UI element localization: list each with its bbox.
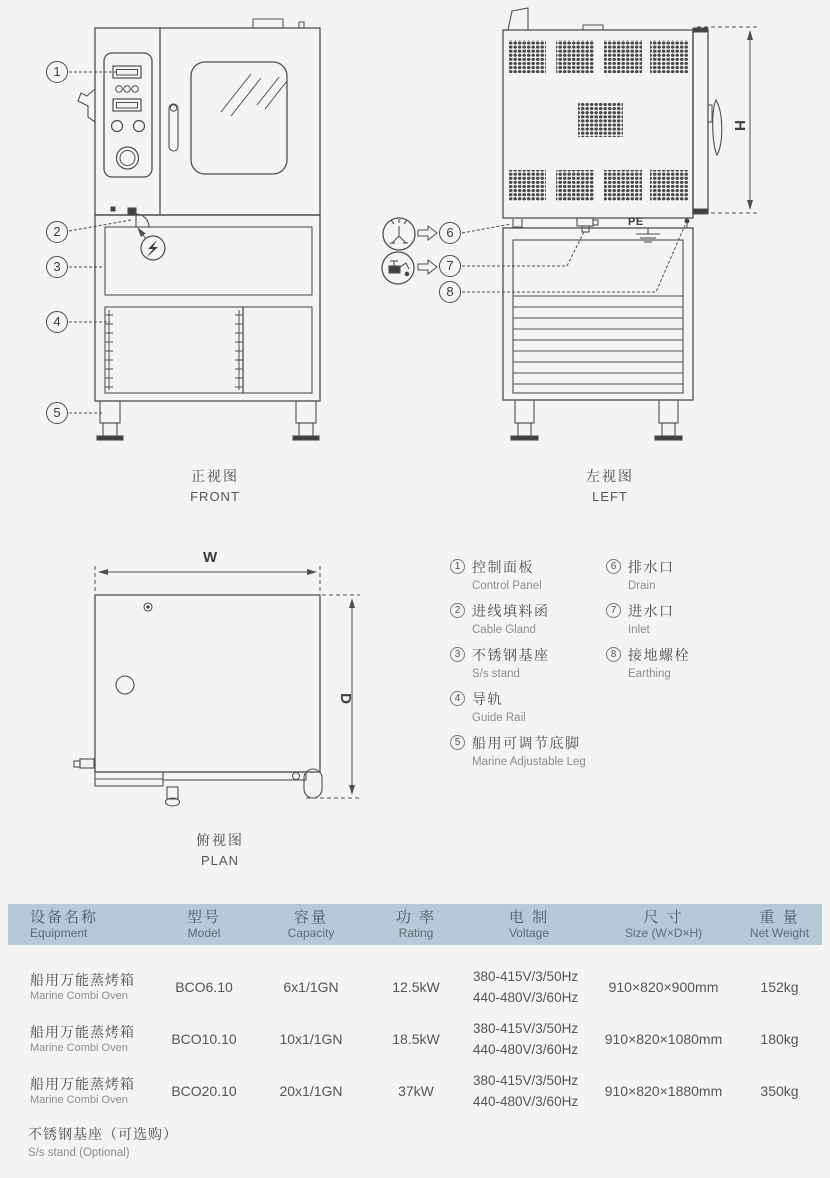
pe-earthing-label: PE bbox=[628, 216, 644, 228]
callout-4: 4 bbox=[46, 311, 68, 333]
header-rating bbox=[364, 904, 468, 945]
spec-table-header-row bbox=[8, 904, 822, 945]
cell-size: 910×820×1080mm bbox=[604, 1031, 723, 1047]
legend-en: S/s stand bbox=[472, 668, 520, 680]
side-door-drawing bbox=[693, 28, 722, 214]
legend-zh: 接地螺栓 bbox=[628, 647, 690, 663]
front-legs-drawing bbox=[97, 401, 319, 440]
legend-column-1 bbox=[450, 557, 615, 777]
flue-drawing bbox=[508, 8, 528, 30]
arrow-right-icon bbox=[418, 260, 437, 274]
cell-weight: 152kg bbox=[760, 979, 799, 995]
voltage-line: 380-415V/3/50Hz bbox=[473, 969, 579, 984]
header-en: Capacity bbox=[287, 926, 335, 940]
cell-capacity: 6x1/1GN bbox=[283, 979, 339, 995]
legend-num: 7 bbox=[606, 603, 621, 618]
legend-en: Control Panel bbox=[472, 580, 542, 592]
header-size bbox=[590, 904, 737, 945]
legend-item-ss-stand bbox=[450, 645, 615, 680]
header-equipment bbox=[8, 904, 150, 945]
plan-view-title bbox=[165, 830, 275, 868]
table-row-bco20 bbox=[8, 1065, 822, 1117]
header-zh: 型号 bbox=[186, 909, 221, 926]
header-weight bbox=[737, 904, 822, 945]
legend-num: 2 bbox=[450, 603, 465, 618]
legend-zh: 不锈钢基座 bbox=[472, 647, 550, 663]
legend-en: Earthing bbox=[628, 668, 671, 680]
cell-model: BCO6.10 bbox=[175, 979, 233, 995]
cell-weight: 350kg bbox=[760, 1083, 799, 1099]
header-zh: 电 制 bbox=[508, 909, 550, 926]
cell-voltage bbox=[468, 1065, 590, 1117]
drain-fitting-drawing bbox=[513, 219, 522, 227]
plan-front-edge-drawing bbox=[74, 759, 322, 806]
vent-grilles bbox=[508, 40, 688, 201]
table-row-bco10 bbox=[8, 1013, 822, 1065]
header-en: Equipment bbox=[30, 926, 88, 940]
cell-model: BCO20.10 bbox=[171, 1083, 237, 1099]
arrow-right-icon bbox=[418, 226, 437, 240]
legend-num: 1 bbox=[450, 559, 465, 574]
width-dimension-label: W bbox=[203, 549, 218, 566]
legend-item-inlet bbox=[606, 601, 771, 636]
header-en: Voltage bbox=[508, 926, 550, 940]
voltage-line: 440-480V/3/60Hz bbox=[473, 1042, 579, 1057]
voltage-line: 380-415V/3/50Hz bbox=[473, 1073, 579, 1088]
cell-model: BCO10.10 bbox=[171, 1031, 237, 1047]
spec-table bbox=[8, 904, 822, 1117]
inlet-fitting-drawing bbox=[577, 218, 598, 232]
left-view-title bbox=[555, 466, 665, 504]
earthing-symbol-drawing bbox=[636, 219, 689, 242]
legend-zh: 导轨 bbox=[472, 691, 503, 707]
cell-weight: 180kg bbox=[760, 1031, 799, 1047]
legend-zh: 排水口 bbox=[628, 559, 675, 575]
callout-3: 3 bbox=[46, 256, 68, 278]
legend-column-2 bbox=[606, 557, 771, 689]
legend-item-drain bbox=[606, 557, 771, 592]
legend-item-guide-rail bbox=[450, 689, 615, 724]
cell-voltage bbox=[468, 1013, 590, 1065]
equipment-zh: 船用万能蒸烤箱 bbox=[30, 1075, 135, 1092]
legend-num: 6 bbox=[606, 559, 621, 574]
legend-num: 5 bbox=[450, 735, 465, 750]
callout-8: 8 bbox=[439, 281, 461, 303]
plan-view-drawing bbox=[74, 566, 360, 806]
width-dimension bbox=[95, 566, 320, 594]
header-capacity bbox=[258, 904, 364, 945]
drain-symbol-icon bbox=[383, 218, 415, 250]
header-zh: 重 量 bbox=[759, 909, 800, 926]
header-en: Size (W×D×H) bbox=[624, 926, 703, 940]
front-view-title-zh: 正视图 bbox=[191, 468, 239, 484]
front-view-drawing bbox=[69, 19, 320, 440]
optional-stand-note-zh: 不锈钢基座（可选购） bbox=[28, 1126, 178, 1142]
height-dimension bbox=[697, 27, 758, 213]
header-en: Model bbox=[187, 926, 221, 940]
cell-equipment bbox=[8, 1065, 150, 1117]
callout-7: 7 bbox=[439, 255, 461, 277]
voltage-line: 440-480V/3/60Hz bbox=[473, 990, 579, 1005]
legend-num: 8 bbox=[606, 647, 621, 662]
legend-en: Marine Adjustable Leg bbox=[472, 756, 586, 768]
cell-equipment bbox=[8, 1013, 150, 1065]
left-view-drawing bbox=[382, 8, 758, 440]
legend-en: Guide Rail bbox=[472, 712, 526, 724]
legend-zh: 控制面板 bbox=[472, 559, 534, 575]
equipment-en: Marine Combi Oven bbox=[30, 989, 128, 1002]
equipment-en: Marine Combi Oven bbox=[30, 1093, 128, 1106]
header-zh: 容量 bbox=[293, 909, 328, 926]
depth-dimension-label: D bbox=[336, 693, 354, 704]
door-handle-drawing bbox=[169, 104, 178, 151]
left-view-title-zh: 左视图 bbox=[586, 468, 634, 484]
callout-1: 1 bbox=[46, 61, 68, 83]
cell-size: 910×820×1880mm bbox=[604, 1083, 723, 1099]
header-voltage bbox=[468, 904, 590, 945]
left-legs-drawing bbox=[511, 400, 682, 440]
header-model bbox=[150, 904, 258, 945]
left-stand-drawing bbox=[503, 228, 693, 400]
legend-item-adjustable-leg bbox=[450, 733, 615, 768]
header-en: Rating bbox=[398, 926, 434, 940]
header-en: Net Weight bbox=[749, 926, 810, 940]
callout-5: 5 bbox=[46, 402, 68, 424]
front-view-title bbox=[160, 466, 270, 504]
legend-en: Drain bbox=[628, 580, 656, 592]
legend-zh: 船用可调节底脚 bbox=[472, 735, 581, 751]
door-glass-drawing bbox=[191, 62, 287, 174]
cell-size: 910×820×900mm bbox=[608, 979, 719, 995]
legend-zh: 进线填料函 bbox=[472, 603, 550, 619]
equipment-en: Marine Combi Oven bbox=[30, 1041, 128, 1054]
cell-equipment bbox=[8, 961, 150, 1013]
optional-stand-note bbox=[28, 1124, 178, 1159]
legend-num: 4 bbox=[450, 691, 465, 706]
callout-6: 6 bbox=[439, 222, 461, 244]
table-row-bco6 bbox=[8, 961, 822, 1013]
cell-capacity: 10x1/1GN bbox=[279, 1031, 343, 1047]
optional-stand-note-en: S/s stand (Optional) bbox=[28, 1147, 130, 1159]
electric-connection-icon bbox=[138, 228, 165, 260]
height-dimension-label: H bbox=[730, 120, 748, 131]
callout-2: 2 bbox=[46, 221, 68, 243]
legend-en: Cable Gland bbox=[472, 624, 536, 636]
front-view-title-en: FRONT bbox=[190, 489, 240, 504]
legend-item-earthing bbox=[606, 645, 771, 680]
door-latch-drawing bbox=[78, 89, 95, 122]
water-tap-icon bbox=[382, 252, 414, 284]
left-view-title-en: LEFT bbox=[592, 489, 628, 504]
plan-view-title-zh: 俯视图 bbox=[196, 832, 244, 848]
front-stand-drawing bbox=[95, 215, 320, 401]
cell-rating: 37kW bbox=[398, 1083, 434, 1099]
equipment-zh: 船用万能蒸烤箱 bbox=[30, 971, 135, 988]
cell-rating: 12.5kW bbox=[392, 979, 440, 995]
header-zh: 尺 寸 bbox=[643, 909, 684, 926]
header-zh: 设备名称 bbox=[30, 909, 99, 926]
equipment-zh: 船用万能蒸烤箱 bbox=[30, 1023, 135, 1040]
header-zh: 功 率 bbox=[395, 909, 437, 926]
legend-num: 3 bbox=[450, 647, 465, 662]
voltage-line: 380-415V/3/50Hz bbox=[473, 1021, 579, 1036]
legend-en: Inlet bbox=[628, 624, 650, 636]
legend-zh: 进水口 bbox=[628, 603, 675, 619]
cable-gland-drawing bbox=[111, 207, 149, 227]
cell-capacity: 20x1/1GN bbox=[279, 1083, 343, 1099]
voltage-line: 440-480V/3/60Hz bbox=[473, 1094, 579, 1109]
cell-voltage bbox=[468, 961, 590, 1013]
legend-item-control-panel bbox=[450, 557, 615, 592]
plan-view-title-en: PLAN bbox=[201, 853, 239, 868]
legend-item-cable-gland bbox=[450, 601, 615, 636]
cell-rating: 18.5kW bbox=[392, 1031, 440, 1047]
